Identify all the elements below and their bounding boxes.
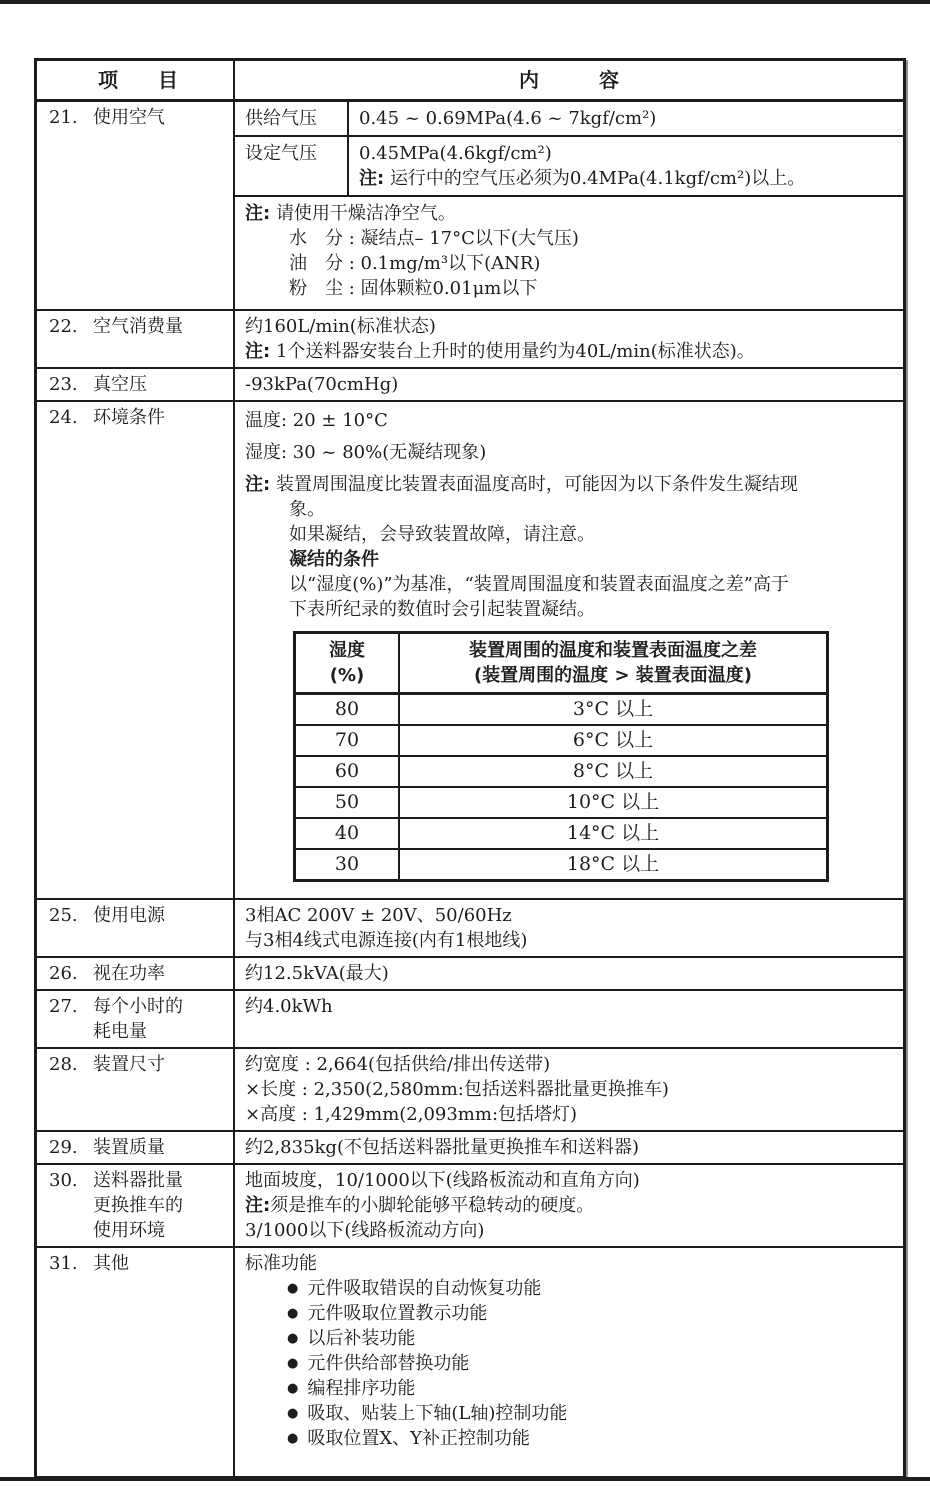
row-label: 装置尺寸 <box>93 1054 165 1075</box>
note-prefix: 注: <box>359 168 385 189</box>
row-number: 26. <box>49 963 78 984</box>
bullet-icon: ● <box>287 1281 299 1296</box>
bottom-page-rule <box>0 1477 930 1481</box>
row-label: 其他 <box>93 1253 129 1274</box>
humidity-row: 40 14°C 以上 <box>296 817 826 848</box>
bullet-icon: ● <box>287 1331 299 1346</box>
humidity-row: 80 3°C 以上 <box>296 695 826 724</box>
subrow-value: 0.45MPa(4.6kgf/cm²) <box>359 143 552 164</box>
row-note: 注:须是推车的小脚轮能够平稳转动的硬度。 <box>245 1195 595 1216</box>
row-label: 视在功率 <box>93 963 165 984</box>
humidity-row: 30 18°C 以上 <box>296 848 826 879</box>
row-number: 21. <box>49 107 78 128</box>
feature-item: ● 元件吸取错误的自动恢复功能 <box>287 1278 542 1299</box>
row-label: 使用空气 <box>93 107 165 128</box>
air-quality-note-block: 注: 请使用干燥洁净空气。 水 分 : 凝结点– 17°C以下(大气压) 油 分 : 0.1mg/m³以下(ANR) 粉 尘 : 固体颗粒0.01μm以下 <box>235 197 903 309</box>
air-item-water: 水 分 : 凝结点– 17°C以下(大气压) <box>289 228 579 249</box>
row-value: 约12.5kVA(最大) <box>245 963 389 984</box>
length-line: ×长度 : 2,350(2,580mm:包括送料器批量更换推车) <box>245 1079 669 1100</box>
diff-col-header: 装置周围的温度和装置表面温度之差 <box>469 640 757 661</box>
row-26-apparent-power <box>37 958 903 991</box>
note-prefix: 注: <box>245 203 271 224</box>
feature-item: ● 编程排序功能 <box>287 1378 416 1399</box>
subrow-label: 供给气压 <box>235 102 349 135</box>
col-header-content: 内 容 <box>519 68 619 92</box>
note-prefix: 注: <box>245 341 271 362</box>
subrow-set-pressure <box>235 137 903 197</box>
row-number: 25. <box>49 905 78 926</box>
feature-item: ● 吸取位置X、Y补正控制功能 <box>287 1428 531 1449</box>
spec-table <box>34 58 906 1479</box>
subrow-supply-pressure <box>235 102 903 137</box>
standard-functions-heading: 标准功能 <box>245 1253 317 1274</box>
feature-item: ● 元件吸取位置教示功能 <box>287 1303 488 1324</box>
table-header-row <box>37 61 903 102</box>
humidity-row: 60 8°C 以上 <box>296 755 826 786</box>
subrow-note: 注: 运行中的空气压必须为0.4MPa(4.1kgf/cm²)以上。 <box>359 168 806 189</box>
humidity-col-header: 湿度 <box>329 640 365 661</box>
floor-slope-line: 地面坡度，10/1000以下(线路板流动和直角方向) <box>245 1170 640 1191</box>
feature-item: ● 元件供给部替换功能 <box>287 1353 470 1374</box>
bullet-icon: ● <box>287 1306 299 1321</box>
row-number: 28. <box>49 1054 78 1075</box>
row-value: 约4.0kWh <box>245 996 333 1017</box>
row-number: 29. <box>49 1137 78 1158</box>
air-item-oil: 油 分 : 0.1mg/m³以下(ANR) <box>289 253 541 274</box>
row-label: 使用电源 <box>93 905 165 926</box>
humidity-row: 50 10°C 以上 <box>296 786 826 817</box>
bullet-icon: ● <box>287 1406 299 1421</box>
row-number: 23. <box>49 374 78 395</box>
width-line: 约宽度 : 2,664(包括供给/排出传送带) <box>245 1054 551 1075</box>
row-number: 27. <box>49 996 78 1017</box>
humidity-table <box>293 631 829 882</box>
top-page-rule <box>0 0 930 4</box>
row-21-operating-air <box>37 102 903 311</box>
row-value: 约2,835kg(不包括送料器批量更换推车和送料器) <box>245 1137 640 1158</box>
humidity-table-header: 湿度 (%) 装置周围的温度和装置表面温度之差 (装置周围的温度 > 装置表面温度) <box>296 634 826 695</box>
row-25-power-supply: 25. 使用电源 3相AC 200V ± 20V、50/60Hz 与3相4线式电源连接(内有1根地线) <box>37 900 903 958</box>
temperature-line: 温度: 20 ± 10°C <box>245 410 388 431</box>
row-value: 约160L/min(标准状态) <box>245 316 436 337</box>
row-number: 31. <box>49 1253 78 1274</box>
height-line: ×高度 : 1,429mm(2,093mm:包括塔灯) <box>245 1104 578 1125</box>
bullet-icon: ● <box>287 1356 299 1371</box>
row-number: 22. <box>49 316 78 337</box>
bullet-icon: ● <box>287 1381 299 1396</box>
row-number: 30. <box>49 1170 78 1191</box>
row-number: 24. <box>49 407 78 428</box>
row-22-air-consumption <box>37 311 903 369</box>
condensation-conditions-title: 凝结的条件 <box>289 549 379 570</box>
col-header-item: 项 目 <box>37 61 235 99</box>
row-27-power-consumption: 27. 每个小时的 耗电量 约4.0kWh <box>37 991 903 1049</box>
subrow-value: 0.45 ~ 0.69MPa(4.6 ~ 7kgf/cm²) <box>359 108 657 129</box>
row-28-machine-dimensions <box>37 1049 903 1132</box>
row-label: 装置质量 <box>93 1137 165 1158</box>
humidity-line: 湿度: 30 ~ 80%(无凝结现象) <box>245 442 487 463</box>
air-item-dust: 粉 尘 : 固体颗粒0.01μm以下 <box>289 278 538 299</box>
note-prefix: 注: <box>245 1195 271 1216</box>
subrow-label: 设定气压 <box>235 137 349 195</box>
row-note: 注: 1个送料器安装台上升时的使用量约为40L/min(标准状态)。 <box>245 341 755 362</box>
row-label: 空气消费量 <box>93 316 183 337</box>
row-label: 环境条件 <box>93 407 165 428</box>
row-30-cart-environment: 30. 送料器批量 更换推车的 使用环境 地面坡度，10/1000以下(线路板流动和直角方向) 注:须是推车的小脚轮能够平稳转动的硬度。 3/1000以下(线路板流动方向) <box>37 1165 903 1248</box>
row-label: 真空压 <box>93 374 147 395</box>
feature-item: ● 以后补装功能 <box>287 1328 416 1349</box>
note-prefix: 注: <box>245 474 271 495</box>
row-value: -93kPa(70cmHg) <box>245 374 399 395</box>
condensation-note: 注: 装置周围温度比装置表面温度高时，可能因为以下条件发生凝结现 <box>245 474 798 495</box>
row-24-environment: 24. 环境条件 温度: 20 ± 10°C 湿度: 30 ~ 80%(无凝结现象) 注: 装置周围温度比装置表面温度高时，可能因为以下条件发生凝结现 象。 如果凝结，会导致装置故障，请注意。 凝结的条件 以“湿度(%)”为基准，“装置周围温度和装置表面温度之差”高于 下表所纪录的数值时会引起装置凝结。 湿度 (%) 装置周围的温度和装置表面温度之差 (装置周围的温度 > 装置表面温度) 80 3°C 以上 70 6°C 以上 60 8°C 以上 50 10°C 以上 40 14°C 以上 30 18°C 以上 <box>37 402 903 900</box>
bullet-icon: ● <box>287 1431 299 1446</box>
humidity-row: 70 6°C 以上 <box>296 724 826 755</box>
row-29-machine-weight <box>37 1132 903 1165</box>
row-label: 送料器批量 <box>93 1170 183 1191</box>
row-31-others <box>37 1248 903 1476</box>
row-label: 每个小时的 <box>93 996 183 1017</box>
row-23-vacuum-pressure <box>37 369 903 402</box>
feature-item: ● 吸取、贴装上下轴(L轴)控制功能 <box>287 1403 568 1424</box>
